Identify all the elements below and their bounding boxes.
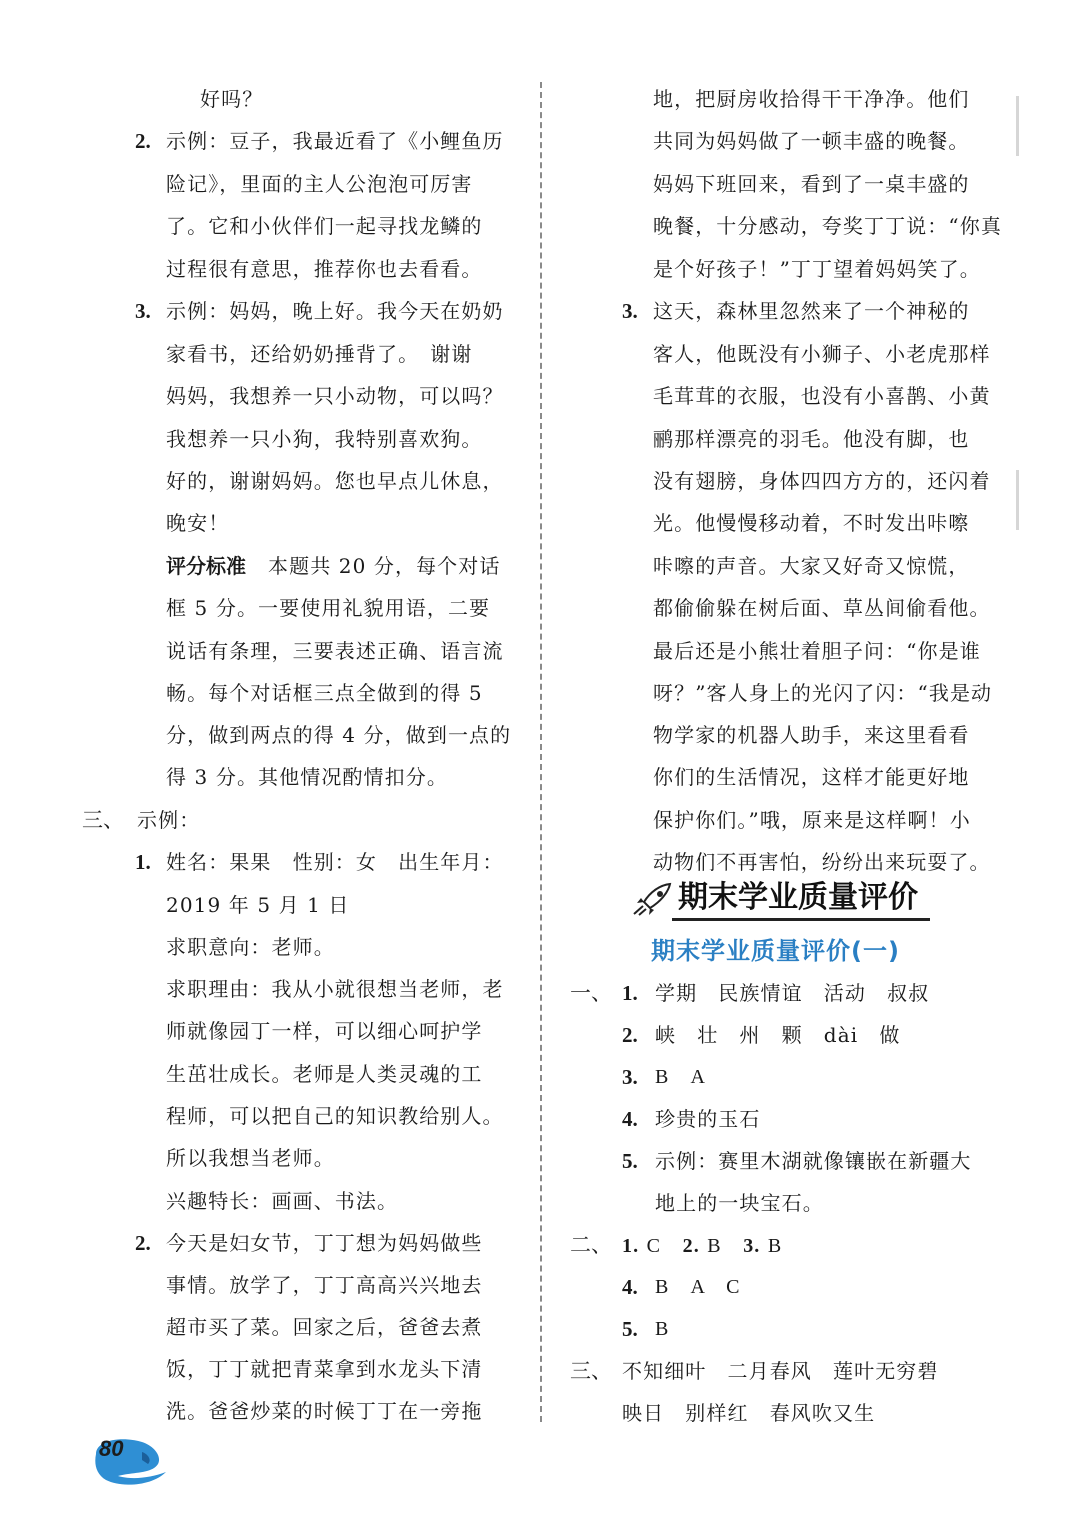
r-q3-line: 最后还是小熊壮着胆子问：“你是谁: [653, 639, 981, 663]
p1-item-number: 4.: [622, 1107, 638, 1131]
s3-q2-line: 事情。放学了，丁丁高高兴兴地去: [166, 1273, 483, 1297]
s3-q1-number: 1.: [135, 850, 151, 874]
p1-item-number: 1.: [622, 981, 638, 1005]
s3-q1-line: 生茁壮成长。老师是人类灵魂的工: [166, 1062, 483, 1086]
p2-item-number: 5.: [622, 1317, 638, 1341]
p3-line: 不知细叶 二月春风 莲叶无穷碧: [622, 1359, 939, 1383]
section-heading: [632, 876, 932, 924]
page-number: 80: [99, 1436, 124, 1461]
s3-q1-line: 求职意向：老师。: [166, 935, 335, 959]
q3-line: 示例：妈妈，晚上好。我今天在奶奶: [166, 299, 504, 323]
part-2-label: 二、: [570, 1233, 612, 1257]
p1-item5-continued: 地上的一块宝石。: [655, 1191, 824, 1215]
q1-tail: 好吗？: [200, 87, 264, 111]
p2-item-answer: B: [767, 1235, 783, 1257]
r-q3-line: 物学家的机器人助手，来这里看看: [653, 723, 970, 747]
q3-number: 3.: [135, 299, 151, 323]
scoring-text: 本题共 20 分，每个对话: [268, 554, 501, 578]
s3-q1-line: 兴趣特长：画画、书法。: [166, 1189, 399, 1213]
p2-item-answer: B: [707, 1235, 722, 1257]
p1-item-text: 珍贵的玉石: [655, 1107, 761, 1131]
p2-item-number: 2.: [682, 1235, 700, 1257]
r-q3-line: 保护你们。”哦，原来是这样啊！小: [653, 808, 971, 832]
q3-line: 妈妈，我想养一只小动物，可以吗？: [166, 384, 504, 408]
scoring-label: 评分标准: [166, 554, 246, 578]
p1-item-number: 3.: [622, 1065, 638, 1089]
r-q3-line: 这天，森林里忽然来了一个神秘的: [653, 299, 970, 323]
p2-item-number: 4.: [622, 1275, 638, 1299]
r-q3-number: 3.: [622, 299, 638, 323]
r-q3-line: 毛茸茸的衣服，也没有小喜鹊、小黄: [653, 384, 991, 408]
edge-mark: [1016, 470, 1019, 530]
s3-q2-line: 饭，丁丁就把青菜拿到水龙头下清: [166, 1357, 483, 1381]
r-q3-line: 光。他慢慢移动着，不时发出咔嚓: [653, 511, 970, 535]
scoring-first-line: [166, 551, 500, 581]
q3-line: 晚安！: [166, 511, 230, 535]
p1-item-text: 学期 民族情谊 活动 叔叔: [655, 981, 930, 1005]
p2-row-1: [622, 1230, 782, 1261]
part-1-label: 一、: [570, 981, 612, 1005]
s3-q2-line: 洗。爸爸炒菜的时候丁丁在一旁拖: [166, 1399, 483, 1423]
s3-q1-line: 所以我想当老师。: [166, 1146, 335, 1170]
continued-line: 共同为妈妈做了一顿丰盛的晚餐。: [653, 129, 970, 153]
q2-line: 险记》，里面的主人公泡泡可厉害: [166, 172, 473, 196]
column-divider: [540, 82, 542, 1422]
scoring-line: 得 3 分。其他情况酌情扣分。: [166, 765, 448, 789]
p3-line: 映日 别样红 春风吹又生: [622, 1401, 876, 1425]
p2-item-answer: B A C: [655, 1276, 741, 1298]
s3-q1-line: 求职理由：我从小就很想当老师，老: [166, 977, 504, 1001]
scoring-line: 分，做到两点的得 4 分，做到一点的: [166, 723, 512, 747]
r-q3-line: 你们的生活情况，这样才能更好地: [653, 765, 970, 789]
r-q3-line: 没有翅膀，身体四四方方的，还闪着: [653, 469, 991, 493]
p1-item-text: 示例：赛里木湖就像镶嵌在新疆大: [655, 1149, 972, 1173]
q2-line: 了。它和小伙伴们一起寻找龙鳞的: [166, 214, 483, 238]
section-3-text: 示例：: [137, 808, 201, 832]
s3-q1-line: 师就像园丁一样，可以细心呵护学: [166, 1019, 483, 1043]
exam-subtitle: 期末学业质量评价(一): [651, 937, 900, 965]
p1-item-number: 2.: [622, 1023, 638, 1047]
s3-q1-line: 2019 年 5 月 1 日: [166, 893, 350, 917]
q3-line: 家看书，还给奶奶捶背了。 谢谢: [166, 342, 473, 366]
section-title-text: 期末学业质量评价: [678, 880, 918, 915]
section-3-label: 三、: [82, 808, 124, 832]
s3-q2-line: 今天是妇女节，丁丁想为妈妈做些: [166, 1231, 483, 1255]
p1-item-number: 5.: [622, 1149, 638, 1173]
s3-q2-number: 2.: [135, 1231, 151, 1255]
continued-line: 是个好孩子！”丁丁望着妈妈笑了。: [653, 257, 981, 281]
part-3-label: 三、: [570, 1359, 612, 1383]
q2-line: 示例：豆子，我最近看了《小鲤鱼历: [166, 129, 504, 153]
p2-item-answer: C: [646, 1235, 662, 1257]
s3-q1-line: 姓名：果果 性别：女 出生年月：: [166, 850, 504, 874]
title-underline: [672, 918, 930, 921]
rocket-icon: [632, 882, 674, 920]
p1-item-text: B A: [655, 1066, 707, 1088]
q3-line: 我想养一只小狗，我特别喜欢狗。: [166, 427, 483, 451]
s3-q1-line: 程师，可以把自己的知识教给别人。: [166, 1104, 504, 1128]
q3-line: 好的，谢谢妈妈。您也早点儿休息，: [166, 469, 504, 493]
r-q3-line: 呀？”客人身上的光闪了闪：“我是动: [653, 681, 993, 705]
s3-q2-line: 超市买了菜。回家之后，爸爸去煮: [166, 1315, 483, 1339]
continued-line: 地，把厨房收拾得干干净净。他们: [653, 87, 970, 111]
p2-item-number: 1.: [622, 1235, 640, 1257]
continued-line: 晚餐，十分感动，夸奖丁丁说：“你真: [653, 214, 1002, 238]
page-number-badge: [92, 1432, 172, 1488]
q2-number: 2.: [135, 129, 151, 153]
edge-mark: [1016, 96, 1019, 156]
scoring-line: 框 5 分。一要使用礼貌用语，二要: [166, 596, 491, 620]
continued-line: 妈妈下班回来，看到了一桌丰盛的: [653, 172, 970, 196]
p2-item-number: 3.: [743, 1235, 761, 1257]
scoring-line: 说话有条理，三要表述正确、语言流: [166, 639, 504, 663]
scoring-line: 畅。每个对话框三点全做到的得 5: [166, 681, 483, 705]
r-q3-line: 鹂那样漂亮的羽毛。他没有脚，也: [653, 427, 970, 451]
p1-item-text: 峡 壮 州 颗 dài 做: [655, 1023, 901, 1047]
q2-line: 过程很有意思，推荐你也去看看。: [166, 257, 483, 281]
r-q3-line: 都偷偷躲在树后面、草丛间偷看他。: [653, 596, 991, 620]
r-q3-line: 动物们不再害怕，纷纷出来玩耍了。: [653, 850, 991, 874]
r-q3-line: 咔嚓的声音。大家又好奇又惊慌，: [653, 554, 970, 578]
r-q3-line: 客人，他既没有小狮子、小老虎那样: [653, 342, 991, 366]
p2-item-answer: B: [655, 1318, 670, 1340]
